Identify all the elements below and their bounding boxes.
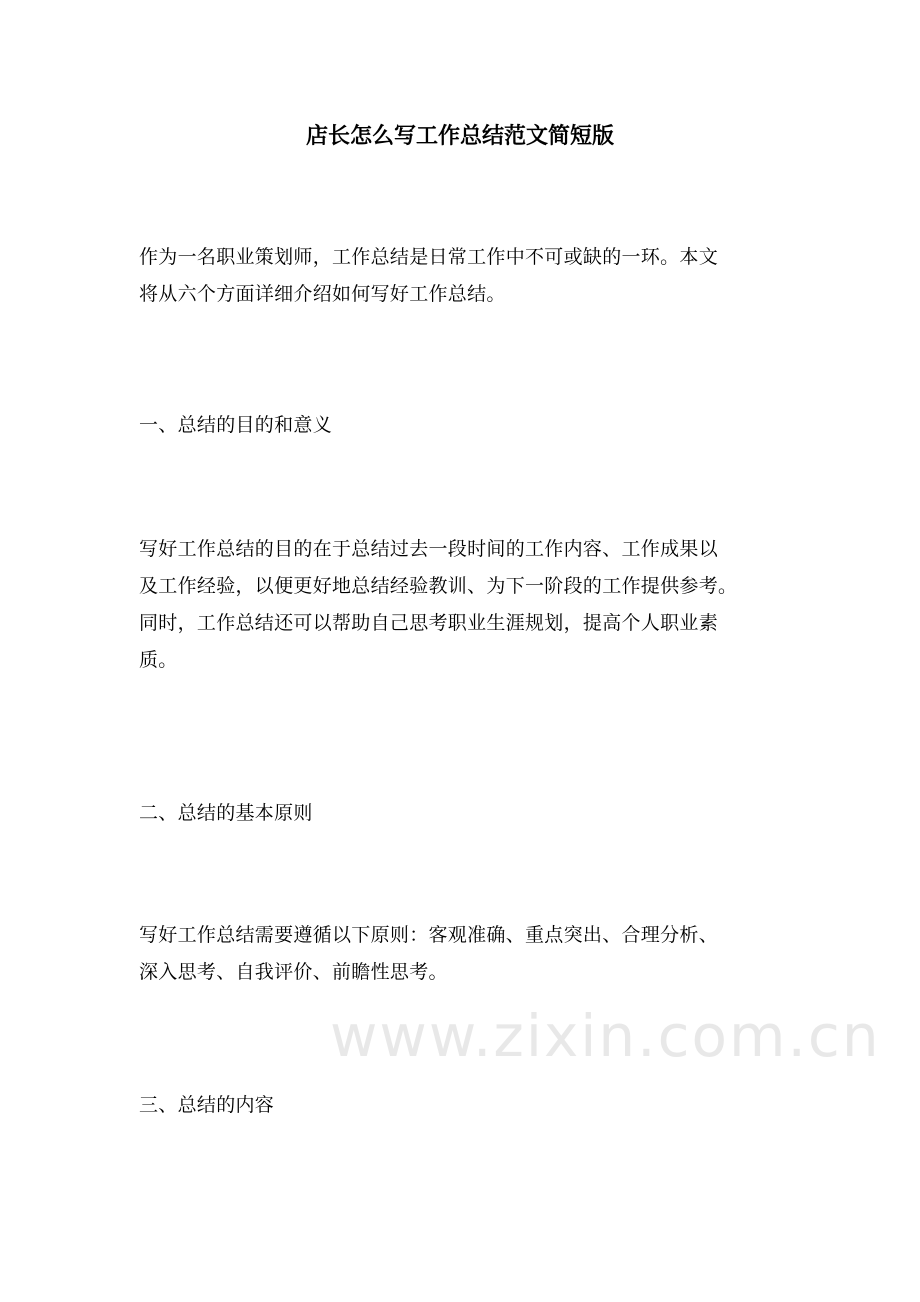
section-heading-2: 二、总结的基本原则 <box>139 802 313 824</box>
section-heading-3: 三、总结的内容 <box>139 1094 275 1116</box>
paragraph-line: 深入思考、自我评价、前瞻性思考。 <box>139 961 448 983</box>
paragraph-line: 及工作经验，以便更好地总结经验教训、为下一阶段的工作提供参考。 <box>139 575 738 597</box>
paragraph-line: 写好工作总结的目的在于总结过去一段时间的工作内容、工作成果以 <box>139 538 719 560</box>
section-2-paragraph <box>139 917 799 991</box>
document-title: 店长怎么写工作总结范文简短版 <box>305 123 614 149</box>
paragraph-line: 质。 <box>139 649 178 671</box>
section-heading-1: 一、总结的目的和意义 <box>139 414 333 436</box>
section-1-paragraph <box>139 531 799 679</box>
paragraph-line: 写好工作总结需要遵循以下原则：客观准确、重点突出、合理分析、 <box>139 924 719 946</box>
watermark: www.zixin.com.cn <box>330 1002 881 1070</box>
paragraph-line: 同时，工作总结还可以帮助自己思考职业生涯规划，提高个人职业素 <box>139 612 719 634</box>
intro-line: 作为一名职业策划师，工作总结是日常工作中不可或缺的一环。本文 <box>139 246 719 268</box>
intro-line: 将从六个方面详细介绍如何写好工作总结。 <box>139 283 506 305</box>
intro-paragraph <box>139 239 799 313</box>
